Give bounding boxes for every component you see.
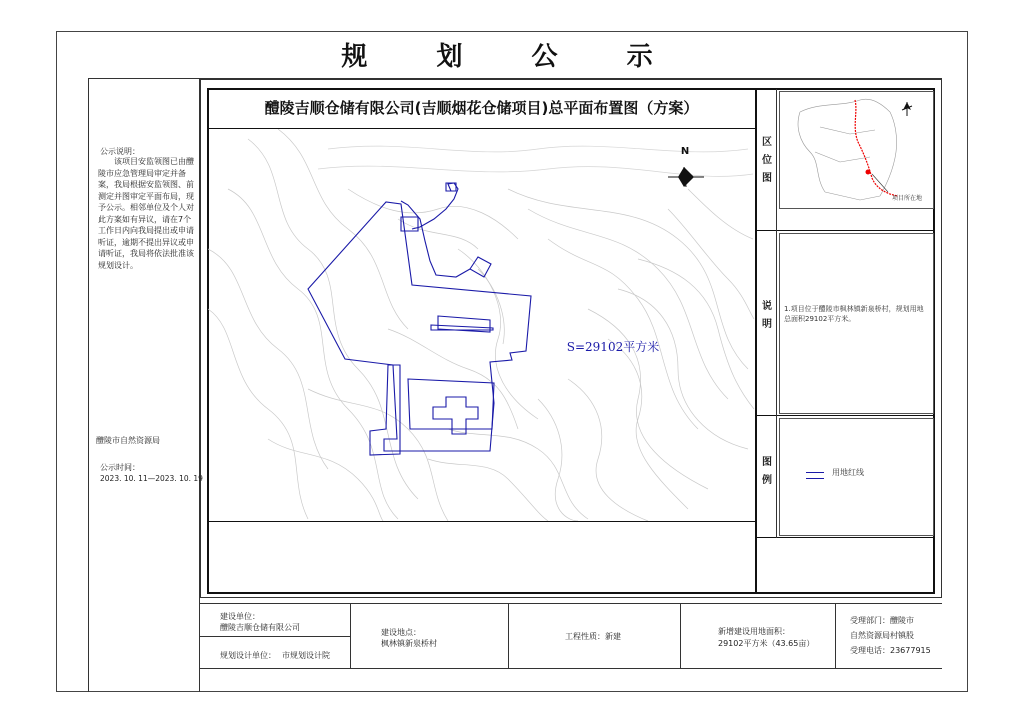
location-separator (776, 89, 777, 231)
explanation-label: 说明 (762, 301, 772, 330)
accepting-phone: 受理电话：23677915 (850, 646, 931, 655)
designer-label: 规划设计单位： (220, 651, 276, 660)
location-map (780, 92, 933, 208)
info-table-col-divider (680, 603, 681, 669)
info-table-row-divider (200, 636, 350, 637)
map-bottom-divider (207, 521, 756, 522)
publish-dates: 2023. 10. 11—2023. 10. 19 (100, 474, 203, 483)
explanation-separator (776, 231, 777, 416)
issuing-agency: 醴陵市自然资源局 (96, 436, 160, 445)
site-value: 枫林镇新泉桥村 (381, 639, 437, 648)
topographic-background (208, 129, 754, 521)
notice-heading: 公示说明： (100, 147, 140, 156)
builder-label: 建设单位： (220, 612, 260, 621)
designer-value: 市规划设计院 (282, 651, 330, 660)
map-title: 醴陵吉顺仓储有限公司(吉顺烟花仓储项目)总平面布置图（方案） (264, 99, 699, 117)
legend-title: 图例 (762, 457, 772, 486)
legend-boundary-swatch (806, 472, 824, 479)
info-table-col-divider (508, 603, 509, 669)
legend-boundary-label: 用地红线 (832, 468, 864, 477)
publish-time-label: 公示时间： (100, 463, 140, 472)
site-plan-map (208, 129, 755, 521)
project-location-label: 项目所在地 (892, 195, 923, 202)
notice-body: 该项目安监领图已由醴陵市应急管理局审定并备案，我局根据安监领图、前测定并图审定平面布局，现予公示。相邻单位及个人对此方案如有异议，请在7个工作日内向我局提出或申请听证，逾期不提出异议或申请听证，我局将依法批准该规划设计。 (98, 157, 194, 270)
project-location-marker (866, 170, 871, 175)
accepting-dept-line1: 受理部门：醴陵市 (850, 616, 914, 625)
location-label: 区位图 (762, 137, 772, 184)
builder-value: 醴陵吉顺仓储有限公司 (220, 623, 300, 632)
new-land-area-label: 新增建设用地面积： (718, 627, 790, 636)
page-title: 规 划 公 示 (341, 42, 683, 72)
north-label: N (680, 146, 690, 157)
legend-separator (776, 416, 777, 538)
site-label: 建设地点： (381, 628, 421, 637)
info-table-col-divider (835, 603, 836, 669)
info-table-col-divider (350, 603, 351, 669)
explanation-text: 1.项目位于醴陵市枫林镇新泉桥村，规划用地总面积29102平方米。 (784, 305, 924, 323)
site-area-label: S=29102平方米 (566, 340, 660, 354)
accepting-dept-line2: 自然资源局村镇股 (850, 631, 914, 640)
project-nature: 工程性质：新建 (565, 632, 621, 641)
new-land-area-value: 29102平方米（43.65亩） (718, 639, 815, 648)
